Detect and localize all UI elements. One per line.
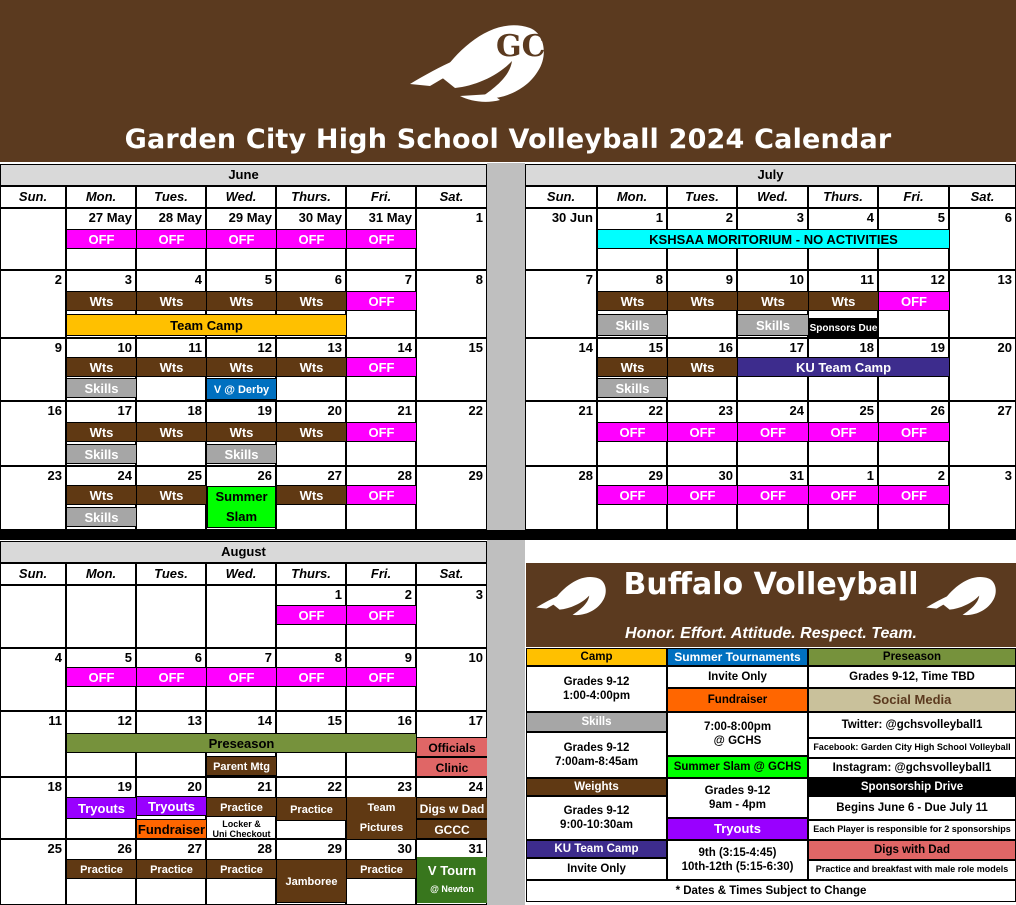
legend-summer-tournaments-title-line: Summer Tournaments (674, 649, 801, 664)
july-day-number: 4 (866, 210, 874, 225)
v-tourn-label: V Tourn (427, 863, 477, 878)
buffalo-logo-icon (400, 6, 550, 106)
august-day-number: 3 (475, 587, 483, 602)
august-parent-mtg-badge: Parent Mtg (207, 756, 276, 776)
june-wts-badge: Wts (67, 485, 136, 505)
legend-sponsorship-title (808, 778, 1016, 796)
august-day-number: 18 (47, 779, 62, 794)
august-day-number: 11 (48, 713, 62, 728)
june-day-number: 19 (257, 403, 272, 418)
august-dow-5: Fri. (346, 563, 416, 585)
separator-middle (0, 530, 1016, 540)
august-day-number: 28 (257, 841, 272, 856)
june-day-number: 24 (117, 468, 132, 483)
legend-digs-title (808, 840, 1016, 860)
legend-skills-title-line: Skills (581, 715, 612, 728)
legend-digs-details (808, 860, 1016, 880)
legend-skills-details (526, 732, 667, 778)
legend-fundraiser-details (667, 712, 808, 756)
legend-preseason-title-line: Preseason (882, 650, 942, 663)
legend-facebook-line: Facebook: Garden City High School Volleyball (813, 742, 1011, 753)
june-dow-5: Fri. (346, 186, 416, 208)
july-wts-badge: Wts (668, 291, 737, 311)
july-off-badge: OFF (738, 422, 808, 442)
legend-tryouts-title-line: Tryouts (714, 820, 761, 836)
pictures-label: Pictures (359, 822, 404, 834)
august-day-number: 7 (264, 650, 272, 665)
july-day-number: 31 (789, 468, 804, 483)
august-day-number: 29 (327, 841, 342, 856)
legend-fundraiser-title (667, 688, 808, 712)
june-day-number: 4 (194, 272, 202, 287)
august-day-number: 27 (187, 841, 202, 856)
august-month-header: August (0, 541, 487, 563)
august-day-number: 15 (327, 713, 342, 728)
june-day-number: 22 (468, 403, 483, 418)
june-day-number: 20 (327, 403, 342, 418)
august-dow-3: Wed. (206, 563, 276, 585)
august-day-number: 5 (124, 650, 132, 665)
june-team-camp-bar: Team Camp (67, 314, 346, 336)
july-day-number: 13 (997, 272, 1012, 287)
june-day-number: 14 (397, 340, 412, 355)
june-day-number: 1 (475, 210, 483, 225)
august-fundraiser-badge: Fundraiser (137, 819, 206, 839)
legend-preseason-details (808, 666, 1016, 688)
legend-note (526, 880, 1016, 902)
july-off-badge: OFF (668, 422, 737, 442)
july-day-number: 3 (796, 210, 804, 225)
august-day-number: 23 (397, 779, 412, 794)
july-day-number: 23 (718, 403, 733, 418)
page-title: Garden City High School Volleyball 2024 Calendar (124, 124, 892, 155)
august-day-number: 10 (468, 650, 483, 665)
separator-bottom (487, 540, 525, 905)
header-banner (0, 0, 1016, 162)
june-wts-badge: Wts (277, 485, 346, 505)
august-day-number: 13 (187, 713, 202, 728)
july-day-number: 12 (930, 272, 945, 287)
august-day-number: 2 (404, 587, 412, 602)
july-day-number: 26 (930, 403, 945, 418)
july-off-badge: OFF (598, 422, 667, 442)
june-off-badge: OFF (347, 485, 416, 505)
august-day-number (206, 586, 272, 604)
june-day-number: 13 (327, 340, 342, 355)
logo-text: GC (496, 29, 546, 64)
legend-instagram (808, 758, 1016, 778)
june-skills-badge: Skills (67, 378, 136, 398)
legend-weights-details-line: Grades 9-12 (563, 804, 630, 817)
august-day-number: 24 (468, 779, 483, 794)
august-tryouts-badge: Tryouts (137, 796, 206, 816)
august-day-number: 20 (187, 779, 202, 794)
august-day-number: 31 (468, 841, 483, 856)
july-day-number: 2 (725, 210, 733, 225)
june-wts-badge: Wts (277, 291, 346, 311)
legend-note-line: * Dates & Times Subject to Change (675, 884, 867, 897)
july-skills-badge: Skills (598, 378, 667, 398)
august-practice-badge: Practice (277, 797, 346, 821)
june-day-number: 27 May (88, 210, 132, 225)
june-wts-badge: Wts (277, 422, 346, 442)
august-day-number (66, 586, 132, 604)
legend-ku-title (526, 840, 667, 858)
legend-camp-title-line: Camp (580, 650, 613, 663)
june-day-number: 27 (327, 468, 342, 483)
june-day-number: 9 (54, 340, 62, 355)
june-wts-badge: Wts (137, 422, 206, 442)
legend-fundraiser-details-line: @ GCHS (713, 735, 762, 747)
august-dow-2: Tues. (136, 563, 206, 585)
july-dow-6: Sat. (949, 186, 1016, 208)
august-team-pictures-badge (347, 797, 416, 839)
legend-fundraiser-title-line: Fundraiser (707, 693, 768, 706)
legend-camp-details-line: Grades 9-12 (563, 675, 630, 688)
june-day-number (0, 209, 62, 227)
august-day-number: 12 (117, 713, 132, 728)
legend-summer-tournaments-title (667, 648, 808, 666)
august-locker-badge (207, 818, 276, 839)
june-skills-badge: Skills (67, 444, 136, 464)
june-day-number: 15 (468, 340, 483, 355)
june-day-number: 7 (404, 272, 412, 287)
august-off-badge: OFF (347, 605, 416, 625)
august-off-badge: OFF (277, 667, 346, 687)
july-day-number: 27 (997, 403, 1012, 418)
june-off-badge: OFF (67, 229, 136, 249)
legend-sponsorship-begins (808, 796, 1016, 820)
june-wts-badge: Wts (137, 485, 206, 505)
legend-social-title (808, 688, 1016, 712)
july-off-badge: OFF (809, 422, 878, 442)
legend-weights-title-line: Weights (574, 780, 619, 793)
june-day-number: 16 (47, 403, 62, 418)
august-v-tourn-badge (417, 857, 487, 903)
june-skills-badge: Skills (207, 444, 276, 464)
legend-weights-details (526, 796, 667, 840)
august-day-number: 30 (397, 841, 412, 856)
july-dow-1: Mon. (597, 186, 667, 208)
uni-checkout-label: Uni Checkout (212, 828, 271, 839)
june-summer-slam-badge (207, 486, 276, 528)
august-gccc-badge: GCCC Game (417, 819, 487, 839)
legend-social-title-line: Social Media (872, 691, 952, 707)
june-day-number: 31 May (368, 210, 412, 225)
newton-label: @ Newton (430, 884, 474, 894)
july-skills-badge: Skills (738, 314, 808, 336)
august-jamboree-badge: Jamboree (277, 859, 346, 903)
legend-camp-details-line: 1:00-4:00pm (562, 690, 631, 702)
june-day-number: 26 (257, 468, 272, 483)
july-day-number: 24 (789, 403, 804, 418)
july-dow-3: Wed. (737, 186, 808, 208)
july-off-badge: OFF (879, 291, 949, 311)
legend-digs-details-line: Practice and breakfast with male role models (815, 864, 1009, 875)
august-day-number: 14 (257, 713, 272, 728)
separator-top (487, 163, 525, 530)
august-digs-badge: Digs w Dad (417, 797, 487, 819)
june-wts-badge: Wts (67, 422, 136, 442)
june-wts-badge: Wts (67, 357, 136, 377)
legend-tryouts-details-line: 9th (3:15-4:45) (698, 846, 777, 859)
legend-sponsorship-title-line: Sponsorship Drive (860, 780, 964, 793)
july-day-number: 21 (578, 403, 593, 418)
august-day-number (0, 586, 62, 604)
july-dow-0: Sun. (525, 186, 597, 208)
august-off-badge: OFF (137, 667, 206, 687)
june-day-number: 23 (47, 468, 62, 483)
july-day-number: 10 (789, 272, 804, 287)
august-officials-badge: Officials (417, 737, 487, 757)
june-wts-badge: Wts (207, 357, 276, 377)
july-day-number: 19 (930, 340, 945, 355)
july-ku-camp-bar: KU Team Camp (738, 357, 949, 377)
july-off-badge: OFF (809, 485, 878, 505)
july-wts-badge: Wts (809, 291, 878, 311)
june-skills-badge: Skills (67, 507, 136, 527)
july-sponsors-due-badge: Sponsors Due (809, 318, 878, 338)
june-derby-badge: V @ Derby (207, 378, 276, 400)
legend-invite-only (667, 666, 808, 688)
legend-ku-title-line: KU Team Camp (554, 842, 639, 855)
july-day-number: 11 (860, 272, 874, 287)
legend-skills-details-line: Grades 9-12 (563, 741, 630, 754)
buffalo-title: Buffalo Volleyball (623, 567, 919, 602)
legend-facebook (808, 738, 1016, 758)
july-day-number: 22 (648, 403, 663, 418)
june-day-number: 30 May (298, 210, 342, 225)
july-day-number: 30 Jun (551, 210, 593, 225)
june-day-number: 6 (334, 272, 342, 287)
july-off-badge: OFF (879, 422, 949, 442)
july-day-number: 18 (859, 340, 874, 355)
slam-label: Slam (225, 509, 258, 524)
legend-weights-details-line: 9:00-10:30am (560, 819, 633, 831)
july-wts-badge: Wts (668, 357, 737, 377)
june-day-number: 21 (397, 403, 412, 418)
legend-fundraiser-details-line: 7:00-8:00pm (703, 720, 772, 733)
august-day-number: 4 (54, 650, 62, 665)
june-day-number: 3 (124, 272, 132, 287)
legend-instagram-line: Instagram: @gchsvolleyball1 (832, 761, 992, 774)
june-dow-3: Wed. (206, 186, 276, 208)
legend-summer-slam (667, 756, 808, 778)
june-day-number: 11 (188, 340, 202, 355)
june-off-badge: OFF (347, 291, 416, 311)
august-day-number: 8 (334, 650, 342, 665)
june-off-badge: OFF (347, 357, 416, 377)
july-day-number: 20 (997, 340, 1012, 355)
august-day-number: 25 (47, 841, 62, 856)
august-clinic-badge: Clinic (417, 757, 487, 777)
june-wts-badge: Wts (207, 291, 276, 311)
july-wts-badge: Wts (598, 291, 667, 311)
june-day-number: 10 (117, 340, 132, 355)
july-day-number: 28 (578, 468, 593, 483)
legend-tryouts-details-line: 10th-12th (5:15-6:30) (681, 861, 794, 873)
legend-twitter-line: Twitter: @gchsvolleyball1 (841, 718, 983, 731)
august-day-number (136, 586, 202, 604)
legend-ku-details-line: Invite Only (567, 862, 626, 875)
august-day-number: 21 (257, 779, 272, 794)
august-tryouts-badge: Tryouts (67, 797, 136, 819)
july-skills-badge: Skills (598, 314, 667, 336)
august-day-number: 1 (334, 587, 342, 602)
june-wts-badge: Wts (277, 357, 346, 377)
july-wts-badge: Wts (598, 357, 667, 377)
legend-sponsorship-note-line: Each Player is responsible for 2 sponsorships (813, 824, 1011, 835)
legend-camp-details (526, 666, 667, 712)
july-day-number: 2 (937, 468, 945, 483)
june-day-number: 25 (187, 468, 202, 483)
june-wts-badge: Wts (67, 291, 136, 311)
june-day-number: 18 (187, 403, 202, 418)
legend-weights-right-line: Grades 9-12 (704, 784, 771, 797)
june-day-number: 2 (54, 272, 62, 287)
june-wts-badge: Wts (137, 357, 206, 377)
august-off-badge: OFF (67, 667, 136, 687)
august-day-number: 22 (327, 779, 342, 794)
july-day-number: 5 (937, 210, 945, 225)
august-dow-6: Sat. (416, 563, 487, 585)
august-practice-badge: Practice (207, 797, 276, 817)
august-dow-4: Thurs. (276, 563, 346, 585)
legend-digs-title-line: Digs with Dad (873, 843, 951, 856)
july-day-number: 29 (648, 468, 663, 483)
june-off-badge: OFF (347, 229, 416, 249)
july-off-badge: OFF (668, 485, 737, 505)
june-dow-6: Sat. (416, 186, 487, 208)
july-dow-4: Thurs. (808, 186, 878, 208)
legend-sponsorship-begins-line: Begins June 6 - Due July 11 (836, 801, 988, 814)
july-day-number: 8 (655, 272, 663, 287)
august-day-number: 19 (117, 779, 132, 794)
august-day-number: 26 (117, 841, 132, 856)
buffalo-motto: Honor. Effort. Attitude. Respect. Team. (625, 625, 917, 642)
legend-weights-title (526, 778, 667, 796)
august-day-number: 6 (194, 650, 202, 665)
july-day-number: 3 (1004, 468, 1012, 483)
july-day-number: 1 (866, 468, 874, 483)
summer-label: Summer (215, 489, 268, 504)
july-dow-2: Tues. (667, 186, 737, 208)
june-day-number: 28 May (158, 210, 202, 225)
july-day-number: 15 (648, 340, 663, 355)
june-day-number: 8 (475, 272, 483, 287)
june-wts-badge: Wts (137, 291, 206, 311)
august-dow-0: Sun. (0, 563, 66, 585)
august-day-number: 16 (397, 713, 412, 728)
june-day-number: 28 (397, 468, 412, 483)
june-off-badge: OFF (347, 422, 416, 442)
legend-skills-details-line: 7:00am-8:45am (554, 756, 639, 768)
june-wts-badge: Wts (207, 422, 276, 442)
july-day-number: 7 (585, 272, 593, 287)
june-dow-0: Sun. (0, 186, 66, 208)
august-practice-badge: Practice (67, 859, 136, 879)
july-day-number: 16 (718, 340, 733, 355)
legend-invite-only-line: Invite Only (708, 670, 767, 683)
june-day-number: 29 (468, 468, 483, 483)
august-practice-badge: Practice (137, 859, 206, 879)
july-day-number: 14 (578, 340, 593, 355)
locker-label: Locker & (222, 818, 261, 829)
july-off-badge: OFF (598, 485, 667, 505)
july-dow-5: Fri. (878, 186, 949, 208)
june-day-number: 17 (117, 403, 132, 418)
june-off-badge: OFF (137, 229, 206, 249)
july-off-badge: OFF (879, 485, 949, 505)
august-practice-badge: Practice (207, 859, 276, 879)
june-dow-1: Mon. (66, 186, 136, 208)
buffalo-volleyball-banner (526, 563, 1016, 647)
july-wts-badge: Wts (738, 291, 808, 311)
august-preseason-bar: Preseason (67, 733, 416, 753)
august-off-badge: OFF (277, 605, 346, 625)
june-day-number: 12 (257, 340, 272, 355)
legend-weights-right-line: 9am - 4pm (709, 799, 766, 811)
august-day-number: 9 (404, 650, 412, 665)
buffalo-right-logo-icon (918, 567, 1002, 619)
july-month-header: July (525, 164, 1016, 186)
legend-sponsorship-note (808, 820, 1016, 840)
june-off-badge: OFF (207, 229, 276, 249)
july-day-number: 1 (655, 210, 663, 225)
july-day-number: 6 (1004, 210, 1012, 225)
june-month-header: June (0, 164, 487, 186)
legend-summer-slam-line: Summer Slam @ GCHS (673, 760, 802, 773)
june-dow-2: Tues. (136, 186, 206, 208)
legend-ku-details (526, 858, 667, 880)
july-day-number: 17 (789, 340, 804, 355)
august-practice-badge: Practice (347, 859, 416, 879)
july-day-number: 25 (859, 403, 874, 418)
legend-preseason-details-line: Grades 9-12, Time TBD (849, 670, 975, 683)
team-label: Team (367, 802, 396, 814)
august-off-badge: OFF (207, 667, 276, 687)
july-day-number: 9 (725, 272, 733, 287)
august-dow-1: Mon. (66, 563, 136, 585)
legend-twitter (808, 712, 1016, 738)
june-dow-4: Thurs. (276, 186, 346, 208)
august-off-badge: OFF (347, 667, 416, 687)
legend-skills-title (526, 712, 667, 732)
june-day-number: 29 May (228, 210, 272, 225)
june-off-badge: OFF (277, 229, 346, 249)
legend-preseason-title (808, 648, 1016, 666)
july-off-badge: OFF (738, 485, 808, 505)
legend-tryouts-details (667, 840, 808, 880)
legend-tryouts-title (667, 818, 808, 840)
july-moratorium-bar: KSHSAA MORITORIUM - NO ACTIVITIES (598, 229, 949, 249)
august-day-number: 17 (468, 713, 483, 728)
legend-camp-title (526, 648, 667, 666)
legend-weights-right (667, 778, 808, 818)
june-day-number: 5 (264, 272, 272, 287)
july-day-number: 30 (718, 468, 733, 483)
